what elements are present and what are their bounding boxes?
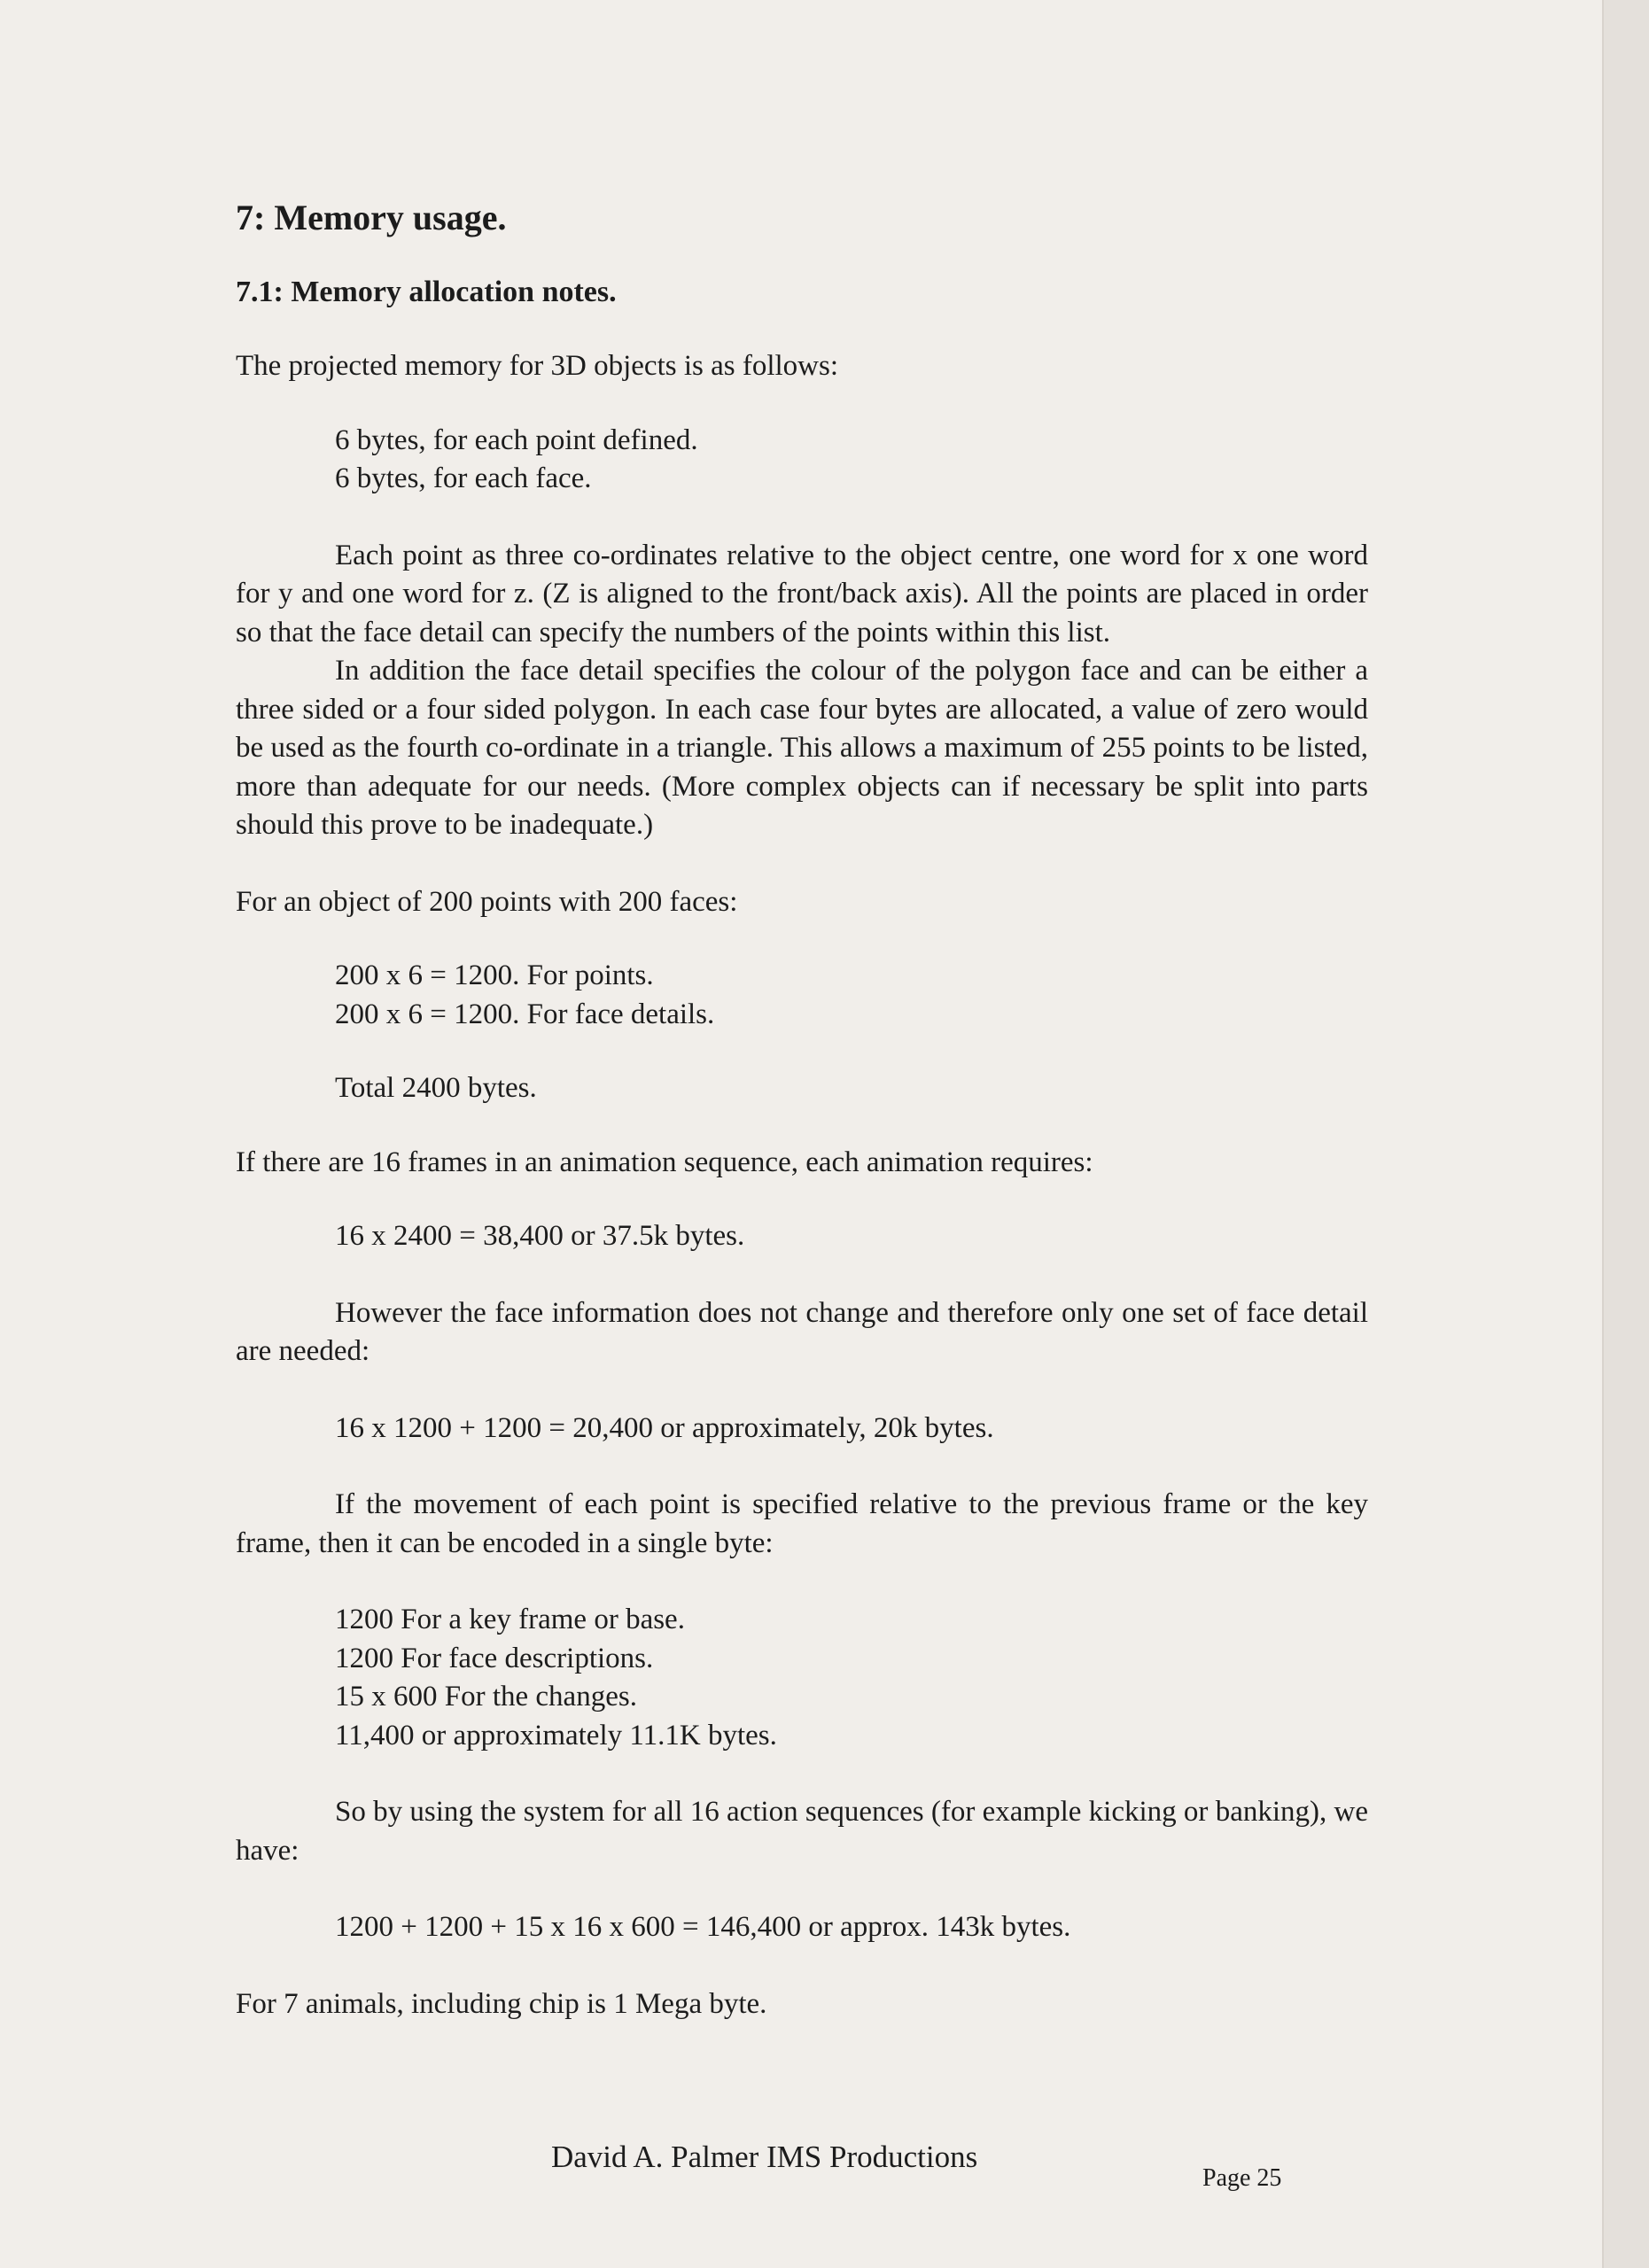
calc-line: 1200 + 1200 + 15 x 16 x 600 = 146,400 or approx. 143k bytes.: [335, 1911, 1071, 1943]
footer-author: David A. Palmer IMS Productions: [551, 2140, 978, 2174]
memory-list: [236, 422, 1368, 499]
calc-line: 200 x 6 = 1200. For points.: [335, 959, 654, 991]
movement-list: [236, 1601, 1368, 1755]
page-number: Page 25: [1202, 2164, 1282, 2192]
movement-paragraph: If the movement of each point is specified relative to the previous frame or the key frame, then it can be encoded in a single byte:: [236, 1488, 1368, 1559]
page-edge-shadow: [1602, 0, 1649, 2268]
page-content: [236, 197, 1368, 2023]
movement-item: 1200 For a key frame or base.: [335, 1604, 685, 1635]
system-calc-block: [236, 1908, 1368, 1947]
memory-item: 6 bytes, for each face.: [335, 462, 592, 494]
object-total: Total 2400 bytes.: [335, 1072, 537, 1104]
movement-item: 11,400 or approximately 11.1K bytes.: [335, 1719, 777, 1751]
intro-paragraph: The projected memory for 3D objects is as follows:: [236, 350, 838, 382]
points-paragraph: Each point as three co-ordinates relative to the object centre, one word for x one word for y and one word for z. (Z is aligned to the front/back axis). All the points are placed in order so that the face detail can specify the numbers of the points within this list.: [236, 539, 1368, 649]
object-intro: For an object of 200 points with 200 faces:: [236, 885, 738, 918]
movement-item: 15 x 600 For the changes.: [335, 1681, 637, 1713]
face-info-calc-block: [236, 1410, 1368, 1449]
object-calc-list: [236, 957, 1368, 1108]
system-paragraph: So by using the system for all 16 action sequences (for example kicking or banking), we have:: [236, 1796, 1368, 1867]
frames-calc-block: [236, 1217, 1368, 1256]
frames-intro: If there are 16 frames in an animation sequence, each animation requires:: [236, 1146, 1093, 1178]
memory-item: 6 bytes, for each point defined.: [335, 423, 698, 456]
conclusion-paragraph: For 7 animals, including chip is 1 Mega byte.: [236, 1987, 767, 2020]
movement-item: 1200 For face descriptions.: [335, 1642, 654, 1674]
faces-paragraph: In addition the face detail specifies the colour of the polygon face and can be either a three sided or a four sided polygon. In each case four bytes are allocated, a value of zero would be used as the fourth co-ordinate in a triangle. This allows a maximum of 255 points to be listed, more than adequate for our needs. (More complex objects can if necessary be split into parts should this prove to be inadequate.): [236, 655, 1368, 841]
calc-line: 16 x 2400 = 38,400 or 37.5k bytes.: [335, 1220, 745, 1252]
section-heading: 7: Memory usage.: [236, 198, 507, 237]
calc-line: 200 x 6 = 1200. For face details.: [335, 998, 715, 1030]
calc-line: 16 x 1200 + 1200 = 20,400 or approximately, 20k bytes.: [335, 1411, 994, 1444]
face-info-paragraph: However the face information does not change and therefore only one set of face detail are needed:: [236, 1296, 1368, 1367]
subsection-heading: 7.1: Memory allocation notes.: [236, 276, 617, 308]
